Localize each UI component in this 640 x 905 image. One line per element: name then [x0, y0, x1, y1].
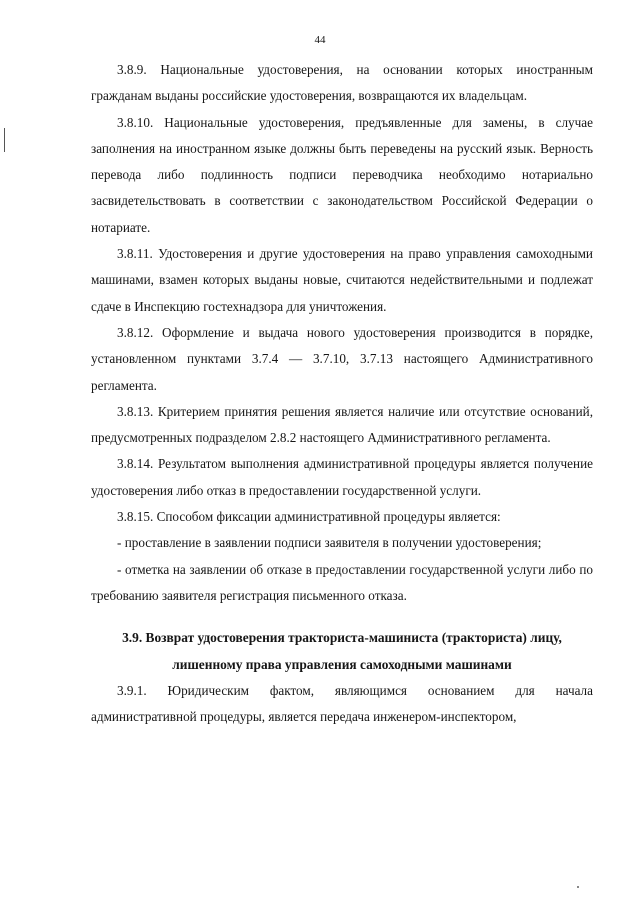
- paragraph-3-8-14: 3.8.14. Результатом выполнения административной процедуры является получение удостоверения либо отказ в предоставлении государственной услуги.: [91, 456, 593, 498]
- paragraph-3-8-10: 3.8.10. Национальные удостоверения, предъявленные для замены, в случае заполнения на иностранном языке должны быть переведены на русский язык. Верность перевода либо подлинность подписи переводчика необходимо нотариально засвидетельствовать в соответствии с законодательством Российской Федерации о нотариате.: [91, 114, 593, 235]
- list-item-refusal-note: - отметка на заявлении об отказе в предоставлении государственной услуги либо по требованию заявителя регистрация письменного отказа.: [91, 561, 593, 603]
- paragraph-3-8-13: 3.8.13. Критерием принятия решения является наличие или отсутствие оснований, предусмотренных подразделом 2.8.2 настоящего Административного регламента.: [91, 403, 593, 446]
- list-item-signature: - проставление в заявлении подписи заявителя в получении удостоверения;: [117, 535, 542, 551]
- paragraph-3-8-15: 3.8.15. Способом фиксации административной процедуры является:: [117, 509, 501, 525]
- paragraph-3-8-12: 3.8.12. Оформление и выдача нового удостоверения производится в порядке, установленном пунктами 3.7.4 — 3.7.10, 3.7.13 настоящего Административного регламента.: [91, 324, 593, 393]
- page-body: [91, 57, 593, 730]
- paragraph-3-8-9: 3.8.9. Национальные удостоверения, на основании которых иностранным гражданам выданы российские удостоверения, возвращаются их владельцам.: [91, 62, 593, 104]
- paragraph-3-8-11: 3.8.11. Удостоверения и другие удостоверения на право управления самоходными машинами, взамен которых выданы новые, считаются недействительными и подлежат сдаче в Инспекцию гостехнадзора для уничтожения.: [91, 246, 593, 314]
- section-heading-3-9: 3.9. Возврат удостоверения тракториста-машиниста (тракториста) лицу, лишенному права управления самоходными машинами: [122, 630, 562, 672]
- scan-margin-mark: [4, 128, 5, 152]
- page-number: 44: [314, 34, 326, 46]
- paragraph-3-9-1: 3.9.1. Юридическим фактом, являющимся основанием для начала административной процедуры, является передача инженером-инспектором,: [91, 682, 593, 725]
- scan-speck: [577, 886, 579, 888]
